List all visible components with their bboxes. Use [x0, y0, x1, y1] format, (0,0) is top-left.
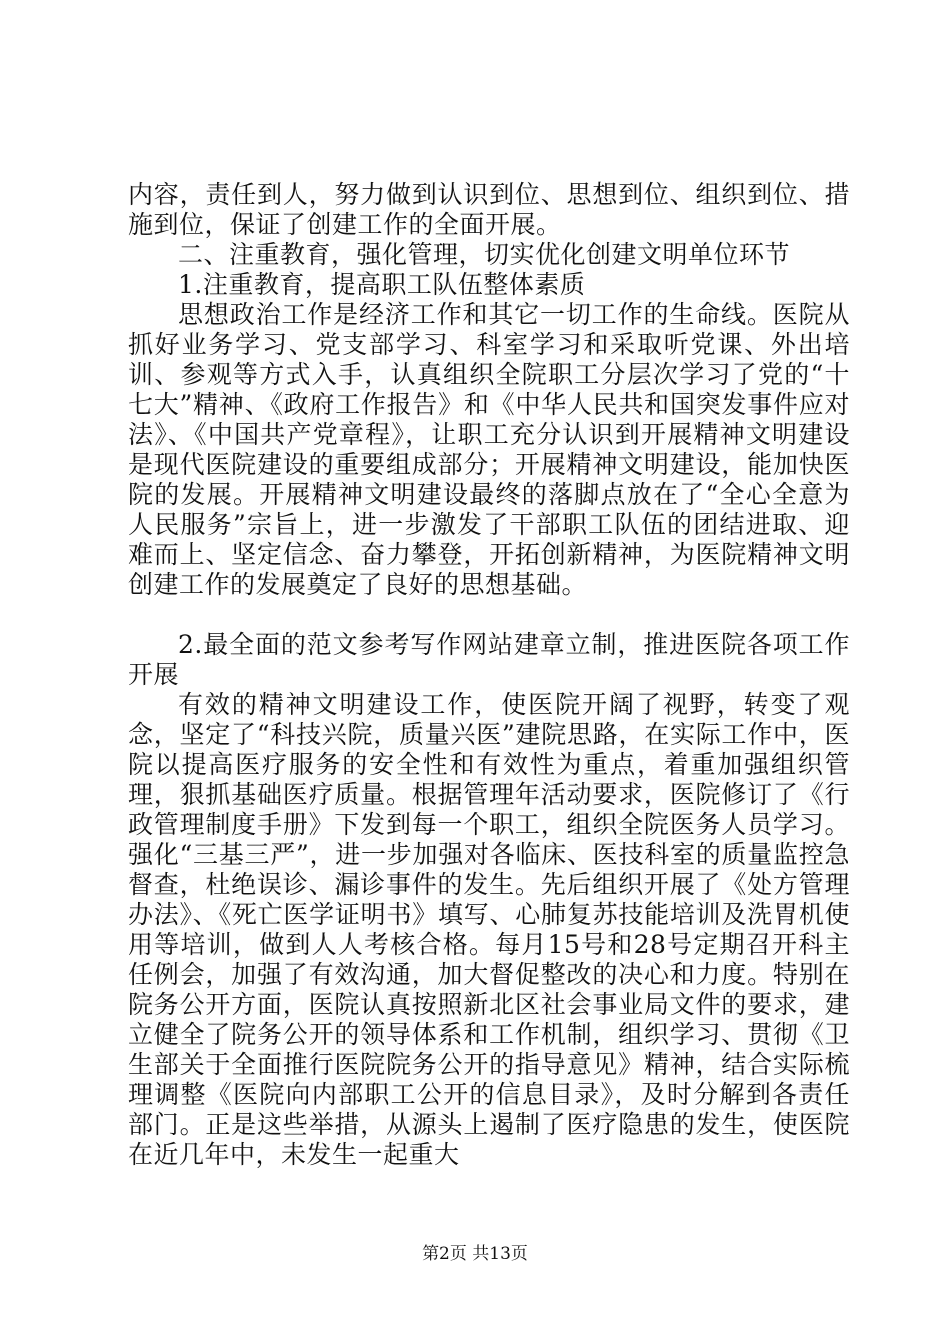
- section-heading: 二、注重教育，强化管理，切实优化创建文明单位环节: [178, 240, 791, 269]
- page-footer: 第2页 共13页: [422, 1244, 528, 1264]
- paragraph-education: 思想政治工作是经济工作和其它一切工作的生命线。医院从抓好业务学习、党支部学习、科室学习和采取听党课、外出培训、参观等方式入手，认真组织全院职工分层次学习了党的“十七大”精神、《政府工作报告》和《中华人民共和国突发事件应对法》、《中国共产党章程》，让职工充分认识到开展精神文明建设是现代医院建设的重要组成部分；开展精神文明建设，能加快医院的发展。开展精神文明建设最终的落脚点放在了“全心全意为人民服务”宗旨上，进一步激发了干部职工队伍的团结进取、迎难而上、坚定信念、奋力攀登，开拓创新精神，为医院精神文明创建工作的发展奠定了良好的思想基础。: [128, 300, 850, 599]
- paragraph-management: 有效的精神文明建设工作，使医院开阔了视野，转变了观念，坚定了“科技兴院，质量兴医”建院思路，在实际工作中，医院以提高医疗服务的安全性和有效性为重点，着重加强组织管理，狠抓基础医疗质量。根据管理年活动要求，医院修订了《行政管理制度手册》下发到每一个职工，组织全院医务人员学习。强化“三基三严”，进一步加强对各临床、医技科室的质量监控急督查，杜绝误诊、漏诊事件的发生。先后组织开展了《处方管理办法》、《死亡医学证明书》填写、心肺复苏技能培训及洗胃机使用等培训，做到人人考核合格。每月15号和28号定期召开科主任例会，加强了有效沟通，加大督促整改的决心和力度。特别在院务公开方面，医院认真按照新北区社会事业局文件的要求，建立健全了院务公开的领导体系和工作机制，组织学习、贯彻《卫生部关于全面推行医院院务公开的指导意见》精神，结合实际梳理调整《医院向内部职工公开的信息目录》，及时分解到各责任部门。正是这些举措，从源头上遏制了医疗隐患的发生，使医院在近几年中，未发生一起重大: [128, 690, 850, 1169]
- subsection-heading-2: 2.最全面的范文参考写作网站建章立制，推进医院各项工作开展: [128, 630, 850, 689]
- subsection-heading-1: 1.注重教育，提高职工队伍整体素质: [178, 270, 586, 299]
- document-body: [128, 180, 850, 1170]
- paragraph-continuation: 内容，责任到人，努力做到认识到位、思想到位、组织到位、措施到位，保证了创建工作的全面开展。: [128, 180, 850, 239]
